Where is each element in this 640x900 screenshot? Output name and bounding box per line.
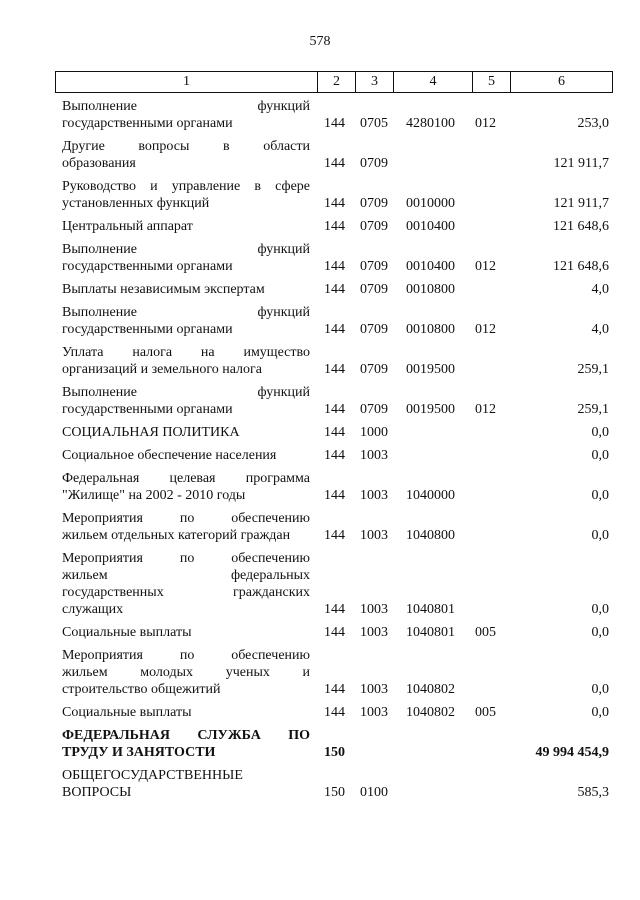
cell-c6: 121 911,7 xyxy=(553,196,609,211)
row-name-line: Уплата налога на имущество xyxy=(62,345,310,360)
header-col-2: 2 xyxy=(318,72,356,92)
cell-c4: 0010800 xyxy=(406,282,455,297)
cell-c3: 0709 xyxy=(360,156,388,171)
row-name-line: жильем отдельных категорий граждан xyxy=(62,528,291,543)
header-col-6: 6 xyxy=(558,74,565,89)
row-name-line: Центральный аппарат xyxy=(62,219,193,234)
row-name-line: строительство общежитий xyxy=(62,682,221,697)
row-name xyxy=(62,384,310,418)
cell-c4: 0019500 xyxy=(406,362,455,377)
table-row xyxy=(56,241,613,275)
row-name-line: Социальное обеспечение населения xyxy=(62,448,277,463)
cell-c4: 1040800 xyxy=(406,528,455,543)
cell-c6: 259,1 xyxy=(577,402,609,417)
cell-c5: 012 xyxy=(475,259,496,274)
header-col-5: 5 xyxy=(473,72,511,92)
cell-c6: 0,0 xyxy=(591,488,609,503)
cell-c4: 0010400 xyxy=(406,219,455,234)
cell-c2: 144 xyxy=(324,259,345,274)
row-name-line: Мероприятия по обеспечению xyxy=(62,511,310,526)
row-name-line: государственными органами xyxy=(62,322,233,337)
cell-c4: 1040802 xyxy=(406,682,455,697)
row-name-line: образования xyxy=(62,156,136,171)
cell-c2: 150 xyxy=(324,785,345,800)
row-name xyxy=(62,647,310,698)
cell-c5: 005 xyxy=(475,705,496,720)
row-name-line: Выполнение функций xyxy=(62,99,310,114)
cell-c2: 144 xyxy=(324,156,345,171)
row-name xyxy=(62,550,310,618)
cell-c6: 49 994 454,9 xyxy=(535,745,609,760)
row-name-line: Выплаты независимым экспертам xyxy=(62,282,265,297)
row-name xyxy=(62,727,310,761)
row-name-line: Другие вопросы в области xyxy=(62,139,310,154)
table-row xyxy=(56,550,613,618)
row-name xyxy=(62,178,310,212)
cell-c3: 0709 xyxy=(360,196,388,211)
page-number: 578 xyxy=(309,34,331,49)
table-row xyxy=(56,470,613,504)
table-row xyxy=(56,344,613,378)
table-row xyxy=(56,510,613,544)
table-row xyxy=(56,304,613,338)
cell-c3: 0709 xyxy=(360,219,388,234)
cell-c4: 1040802 xyxy=(406,705,455,720)
cell-c3: 1003 xyxy=(360,625,388,640)
cell-c5: 012 xyxy=(475,116,496,131)
cell-c2: 144 xyxy=(324,116,345,131)
cell-c3: 1000 xyxy=(360,425,388,440)
row-name-line: ОБЩЕГОСУДАРСТВЕННЫЕ xyxy=(62,768,243,783)
cell-c6: 121 648,6 xyxy=(553,259,609,274)
cell-c5: 012 xyxy=(475,402,496,417)
table-row xyxy=(56,727,613,761)
table-header xyxy=(55,71,613,93)
row-name-line: государственными органами xyxy=(62,259,233,274)
cell-c6: 0,0 xyxy=(591,602,609,617)
row-name-line: установленных функций xyxy=(62,196,210,211)
row-name xyxy=(62,218,310,235)
row-name xyxy=(62,138,310,172)
row-name-line: государственных гражданских xyxy=(62,585,310,600)
cell-c3: 1003 xyxy=(360,528,388,543)
row-name-line: Социальные выплаты xyxy=(62,625,192,640)
table-row xyxy=(56,218,613,235)
cell-c2: 144 xyxy=(324,219,345,234)
table-row xyxy=(56,138,613,172)
cell-c3: 0709 xyxy=(360,259,388,274)
cell-c3: 0709 xyxy=(360,282,388,297)
cell-c2: 144 xyxy=(324,682,345,697)
cell-c2: 144 xyxy=(324,488,345,503)
cell-c6: 0,0 xyxy=(591,448,609,463)
cell-c6: 4,0 xyxy=(591,282,609,297)
row-name xyxy=(62,624,310,641)
cell-c6: 0,0 xyxy=(591,625,609,640)
cell-c6: 0,0 xyxy=(591,682,609,697)
cell-c4: 0010800 xyxy=(406,322,455,337)
cell-c2: 144 xyxy=(324,196,345,211)
cell-c4: 1040801 xyxy=(406,625,455,640)
row-name-line: государственными органами xyxy=(62,116,233,131)
header-col-4: 4 xyxy=(394,72,473,92)
row-name xyxy=(62,704,310,721)
cell-c6: 585,3 xyxy=(577,785,609,800)
cell-c2: 144 xyxy=(324,528,345,543)
cell-c4: 0019500 xyxy=(406,402,455,417)
cell-c5: 012 xyxy=(475,322,496,337)
row-name-line: жильем молодых ученых и xyxy=(62,665,310,680)
row-name-line: организаций и земельного налога xyxy=(62,362,262,377)
header-col-3: 3 xyxy=(356,72,394,92)
cell-c2: 144 xyxy=(324,602,345,617)
table-row xyxy=(56,447,613,464)
row-name xyxy=(62,510,310,544)
cell-c3: 0709 xyxy=(360,402,388,417)
cell-c3: 0709 xyxy=(360,322,388,337)
row-name-line: жильем федеральных xyxy=(62,568,310,583)
row-name xyxy=(62,304,310,338)
cell-c2: 144 xyxy=(324,705,345,720)
row-name xyxy=(62,98,310,132)
cell-c2: 150 xyxy=(324,745,345,760)
cell-c2: 144 xyxy=(324,362,345,377)
cell-c4: 4280100 xyxy=(406,116,455,131)
cell-c4: 0010400 xyxy=(406,259,455,274)
table-row xyxy=(56,98,613,132)
cell-c2: 144 xyxy=(324,425,345,440)
cell-c2: 144 xyxy=(324,322,345,337)
table-row xyxy=(56,767,613,801)
row-name-line: Выполнение функций xyxy=(62,305,310,320)
table-row xyxy=(56,647,613,698)
cell-c4: 0010000 xyxy=(406,196,455,211)
row-name-line: "Жилище" на 2002 - 2010 годы xyxy=(62,488,246,503)
cell-c3: 0100 xyxy=(360,785,388,800)
row-name-line: СОЦИАЛЬНАЯ ПОЛИТИКА xyxy=(62,425,240,440)
header-col-1: 1 xyxy=(56,72,318,92)
table-row xyxy=(56,424,613,441)
cell-c6: 121 911,7 xyxy=(553,156,609,171)
cell-c3: 1003 xyxy=(360,602,388,617)
cell-c2: 144 xyxy=(324,282,345,297)
row-name xyxy=(62,281,310,298)
cell-c3: 0705 xyxy=(360,116,388,131)
row-name-line: Мероприятия по обеспечению xyxy=(62,551,310,566)
cell-c6: 253,0 xyxy=(577,116,609,131)
cell-c2: 144 xyxy=(324,625,345,640)
row-name-line: ФЕДЕРАЛЬНАЯ СЛУЖБА ПО xyxy=(62,728,310,743)
row-name-line: государственными органами xyxy=(62,402,233,417)
cell-c4: 1040801 xyxy=(406,602,455,617)
row-name-line: ВОПРОСЫ xyxy=(62,785,132,800)
row-name xyxy=(62,767,310,801)
table-row xyxy=(56,624,613,641)
cell-c2: 144 xyxy=(324,402,345,417)
cell-c2: 144 xyxy=(324,448,345,463)
cell-c3: 1003 xyxy=(360,448,388,463)
table-row xyxy=(56,178,613,212)
row-name xyxy=(62,447,310,464)
table-row xyxy=(56,281,613,298)
row-name xyxy=(62,241,310,275)
row-name-line: Выполнение функций xyxy=(62,242,310,257)
cell-c5: 005 xyxy=(475,625,496,640)
row-name-line: Выполнение функций xyxy=(62,385,310,400)
cell-c3: 0709 xyxy=(360,362,388,377)
row-name-line: служащих xyxy=(62,602,124,617)
row-name-line: Руководство и управление в сфере xyxy=(62,179,310,194)
cell-c6: 0,0 xyxy=(591,705,609,720)
cell-c3: 1003 xyxy=(360,488,388,503)
cell-c4: 1040000 xyxy=(406,488,455,503)
cell-c6: 121 648,6 xyxy=(553,219,609,234)
cell-c6: 0,0 xyxy=(591,425,609,440)
cell-c6: 259,1 xyxy=(577,362,609,377)
row-name-line: Мероприятия по обеспечению xyxy=(62,648,310,663)
cell-c6: 4,0 xyxy=(591,322,609,337)
row-name-line: Федеральная целевая программа xyxy=(62,471,310,486)
row-name xyxy=(62,344,310,378)
row-name xyxy=(62,424,310,441)
table-row xyxy=(56,384,613,418)
cell-c3: 1003 xyxy=(360,705,388,720)
table-row xyxy=(56,704,613,721)
row-name-line: Социальные выплаты xyxy=(62,705,192,720)
cell-c6: 0,0 xyxy=(591,528,609,543)
cell-c3: 1003 xyxy=(360,682,388,697)
row-name xyxy=(62,470,310,504)
row-name-line: ТРУДУ И ЗАНЯТОСТИ xyxy=(62,745,216,760)
